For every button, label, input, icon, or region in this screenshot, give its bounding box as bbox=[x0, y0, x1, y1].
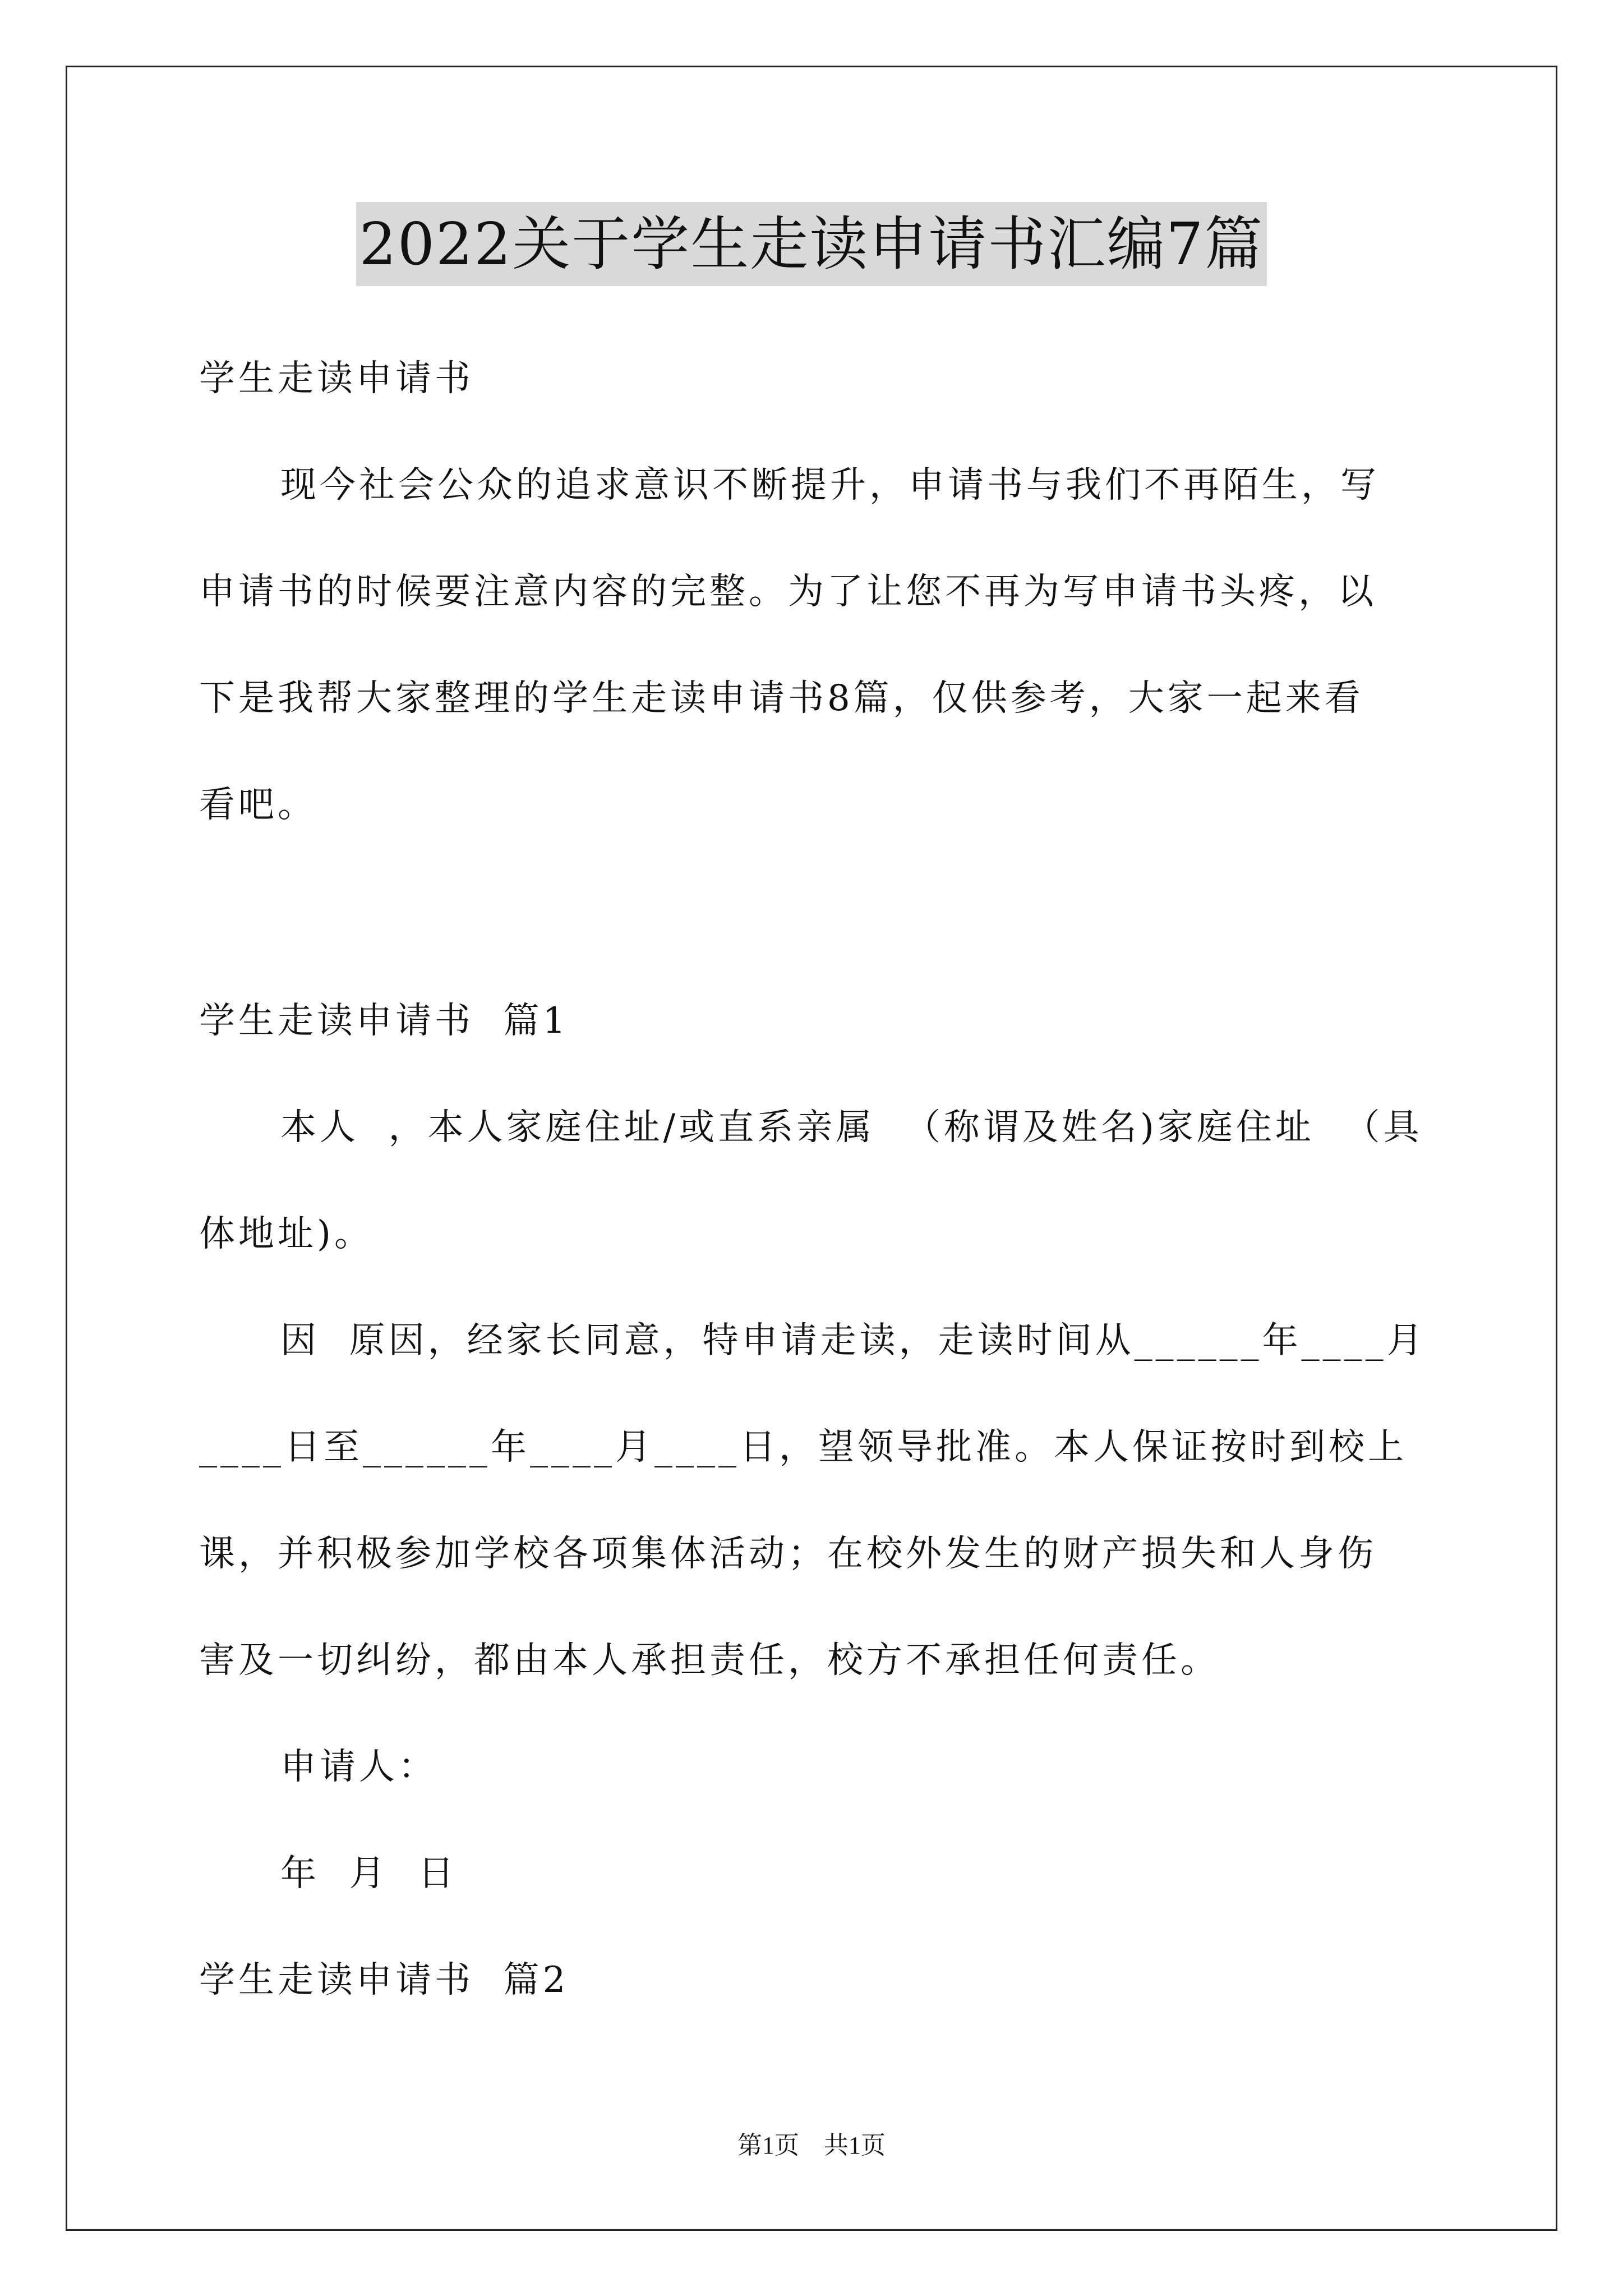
section-heading: 学生走读申请书 bbox=[199, 358, 474, 399]
paragraph-line: 看吧。 bbox=[199, 784, 317, 826]
paragraph-line: 下是我帮大家整理的学生走读申请书8篇，仅供参考，大家一起来看 bbox=[199, 678, 1364, 719]
paragraph-line: ____日至______年____月____日，望领导批准。本人保证按时到校上 bbox=[199, 1427, 1407, 1468]
paragraph-line: 体地址)。 bbox=[199, 1213, 374, 1255]
paragraph-line: 现今社会公众的追求意识不断提升，申请书与我们不再陌生，写 bbox=[280, 464, 1380, 506]
title-container bbox=[0, 202, 1623, 286]
date-line: 年 月 日 bbox=[280, 1853, 458, 1894]
paragraph-line: 本人 ，本人家庭住址/或直系亲属 （称谓及姓名)家庭住址 （具 bbox=[280, 1107, 1423, 1148]
signature-label: 申请人： bbox=[280, 1746, 437, 1788]
section-heading: 学生走读申请书 篇1 bbox=[199, 1000, 569, 1042]
section-heading: 学生走读申请书 篇2 bbox=[199, 1959, 569, 2001]
paragraph-line: 课，并积极参加学校各项集体活动；在校外发生的财产损失和人身伤 bbox=[199, 1533, 1377, 1575]
paragraph-line: 申请书的时候要注意内容的完整。为了让您不再为写申请书头疼，以 bbox=[199, 571, 1377, 613]
document-title: 2022关于学生走读申请书汇编7篇 bbox=[356, 202, 1267, 286]
page-footer: 第1页 共1页 bbox=[737, 2132, 886, 2159]
paragraph-line: 害及一切纠纷，都由本人承担责任，校方不承担任何责任。 bbox=[199, 1640, 1220, 1681]
paragraph-line: 因 原因，经家长同意，特申请走读，走读时间从______年____月 bbox=[280, 1320, 1426, 1361]
